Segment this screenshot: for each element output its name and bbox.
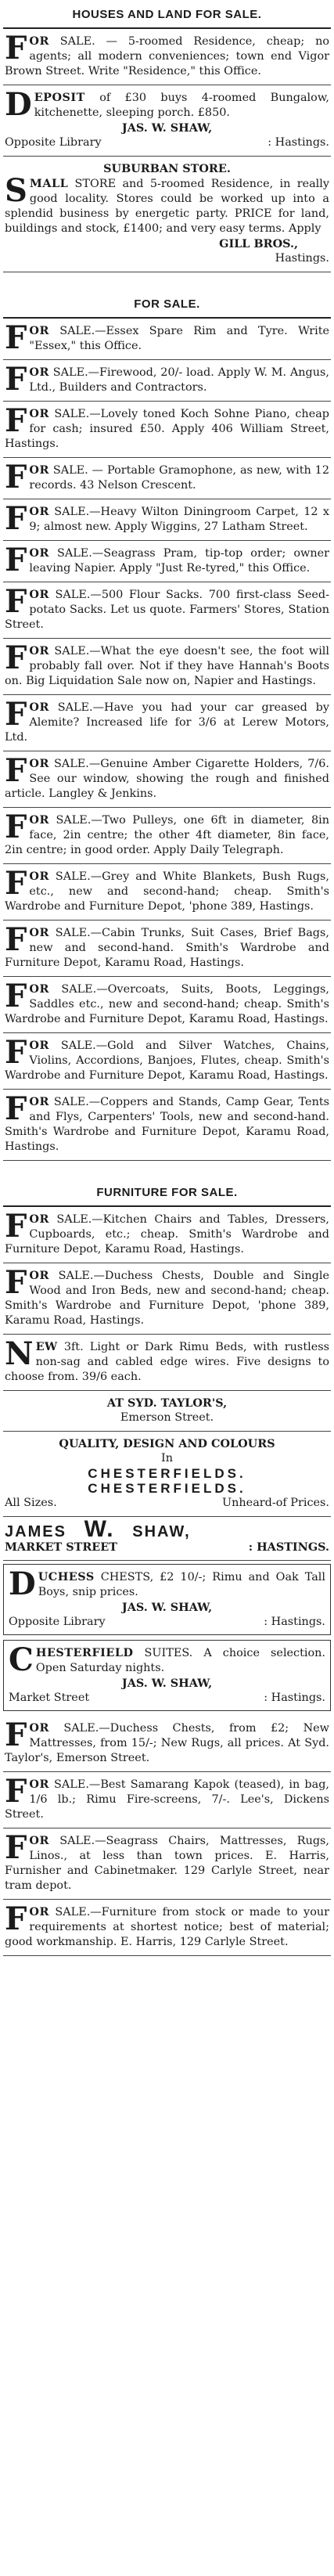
address-right: : Hastings. (268, 136, 329, 149)
ad-first-word: OR (29, 1269, 49, 1282)
ad-first-word: UCHESS (38, 1570, 95, 1583)
ad-first-word: OR (29, 1095, 49, 1108)
ad-text: 3ft. Light or Dark Rimu Beds, with rustless non-sag and cabled edge wires. Five designs to choose from. 39/6 each. (5, 1341, 329, 1383)
ad-text: SALE.—Furniture from stock or made to your requirements at shortest notice; best of material; good workmanship. E. Harris, 129 Carlyle Street. (5, 1906, 329, 1948)
classified-ad (3, 1900, 331, 1956)
advertiser-address (9, 1691, 325, 1706)
duchess-chests-box-ad (3, 1564, 331, 1635)
ad-text: SUITES. A choice selection. Open Saturday nights. (35, 1647, 326, 1674)
address-left: Market Street (9, 1692, 90, 1704)
drop-cap: N (5, 1335, 34, 1372)
drop-cap: F (5, 1717, 27, 1753)
ad-first-word: OR (29, 324, 49, 337)
ad-text: of £30 buys 4-roomed Bungalow, kitchenette, sleeping porch. £850. (34, 92, 330, 119)
advertiser-name: JAS. W. SHAW, (121, 121, 213, 135)
classified-ad (3, 1716, 331, 1772)
advertiser-name: JAS. W. SHAW, (121, 1601, 213, 1614)
chesterfield-suites-box-ad (3, 1640, 331, 1711)
ad-text: SALE.—Overcoats, Suits, Boots, Leggings, Saddles etc., new and second-hand; cheap. Smith's Wardrobe and Furniture Depot, Karamu Road, Hastings. (5, 983, 329, 1025)
suburban-store-ad (3, 157, 331, 272)
drop-cap: F (5, 459, 27, 495)
ad-first-word: OR (29, 870, 49, 883)
ad-first-word: OR (29, 463, 49, 477)
classified-ad (3, 695, 331, 751)
drop-cap: F (5, 978, 27, 1014)
ad-first-word: EPOSIT (34, 91, 85, 104)
address-left: Opposite Library (5, 136, 102, 149)
ad-first-word: OR (29, 701, 49, 714)
classified-ad (3, 808, 331, 864)
ad-text: SALE. — 5-roomed Residence, cheap; no agents; all modern conveniences; town end Vigor Brown Street. Write "Residence," this Office. (5, 35, 329, 77)
ad-text: CHESTS, £2 10/-; Rimu and Oak Tall Boys, snip prices. (38, 1571, 325, 1598)
ad-text: SALE.—Duchess Chests, Double and Single Wood and Iron Beds, new and second-hand; cheap. Smith's Wardrobe and Furniture Depot, 'phone 389, Karamu Road, Hastings. (5, 1270, 330, 1327)
drop-cap: F (5, 865, 27, 902)
ad-heading: QUALITY, DESIGN AND COLOURS (59, 1437, 275, 1450)
ad-text: SALE.—Have you had your car greased by Alemite? Increased life for 3/6 at Lerew Motors, Ltd. (5, 701, 329, 744)
advertiser-town: Hastings. (275, 252, 329, 265)
ad-text: SALE.—Duchess Chests, from £2; New Mattresses, from 15/-; New Rugs, all prices. At Syd. Taylor's, Emerson Street. (5, 1722, 329, 1764)
ad-text: SALE.—Cabin Trunks, Suit Cases, Brief Bags, new and second-hand. Smith's Wardrobe and Furniture Depot, Karamu Road, Hastings. (5, 927, 329, 969)
drop-cap: F (5, 696, 27, 733)
shaw-town: : HASTINGS. (248, 1540, 329, 1554)
ad-text: SALE.—Essex Spare Rim and Tyre. Write "Essex," this Office. (29, 325, 330, 352)
classified-ad (3, 921, 331, 977)
ad-text: SALE.—Genuine Amber Cigarette Holders, 7/6. See our window, showing the rough and finished article. Langley & Jenkins. (5, 758, 329, 800)
ad-text: SALE.—Lovely toned Koch Sohne Piano, cheap for cash; insured £50. Apply 406 William Street, Hastings. (5, 408, 329, 450)
ad-heading: SUBURBAN STORE. (103, 162, 231, 175)
ad-text: SALE.—Best Samarang Kapok (teased), in bag, 1/6 lb.; Rimu Fire-screens, 7/-. Lee's, Dickens Street. (5, 1778, 330, 1821)
ad-text: SALE.—Two Pulleys, one 6ft in diameter, 8in face, 2in centre; the other 4ft diameter, 8in face, 2in centre; in good order. Apply Daily Telegraph. (5, 814, 330, 856)
ad-first-word: OR (29, 1212, 49, 1226)
drop-cap: F (5, 1829, 27, 1866)
ad-text: SALE.—Coppers and Stands, Camp Gear, Tents and Flys, Carpenters' Tools, new and second-hand. Smith's Wardrobe and Furniture Depot, Karamu Road, Hastings. (5, 1096, 330, 1153)
furniture-list (3, 1207, 331, 1391)
ad-text: SALE.—What the eye doesn't see, the foot will probably fall over. Not if they have Hannah's Boots on. Big Liquidation Sale now on, Napier and Hastings. (5, 645, 330, 687)
ad-first-word: OR (29, 366, 49, 379)
ad-text: SALE.—Grey and White Blankets, Bush Rugs, etc., new and second-hand; cheap. Smith's Wardrobe and Furniture Depot, 'phone 389, Hastings. (5, 870, 329, 913)
classified-ad (3, 85, 331, 157)
advertiser-street: Emerson Street. (120, 1411, 214, 1424)
ad-text: SALE.—500 Flour Sacks. 700 first-class Seed-potato Sacks. Let us quote. Farmers' Stores, Station Street. (5, 589, 329, 631)
apply-label: Apply (288, 222, 321, 235)
classified-ad (3, 541, 331, 582)
drop-cap: F (5, 1773, 27, 1810)
ad-first-word: OR (29, 505, 49, 518)
sizes-right: Unheard-of Prices. (222, 1497, 329, 1509)
drop-cap: F (5, 1208, 27, 1245)
ad-first-word: OR (29, 757, 49, 770)
ad-first-word: EW (35, 1340, 58, 1353)
classified-ad (3, 1090, 331, 1161)
classified-ad (3, 977, 331, 1033)
shaw-street: MARKET STREET (5, 1540, 117, 1554)
ad-first-word: OR (29, 588, 49, 601)
classified-ad (3, 751, 331, 808)
drop-cap: F (5, 542, 27, 578)
ad-first-word: OR (29, 982, 49, 996)
drop-cap: D (5, 86, 32, 123)
ad-first-word: OR (29, 1834, 49, 1847)
classified-ad (3, 1828, 331, 1900)
for-sale-list (3, 319, 331, 1161)
drop-cap: F (5, 1090, 27, 1127)
houses-section-title: HOUSES AND LAND FOR SALE. (72, 8, 262, 21)
classified-ad (3, 1772, 331, 1828)
classified-ad (3, 499, 331, 541)
shaw-last: SHAW, (132, 1523, 191, 1540)
shaw-initial: W. (84, 1516, 115, 1542)
chesterfields-word: CHESTERFIELDS. (88, 1466, 246, 1481)
ad-first-word: OR (29, 644, 49, 658)
classified-ad (3, 639, 331, 695)
sizes-line (5, 1496, 329, 1511)
ad-text: STORE and 5-roomed Residence, in really good locality. Stores could be worked up into a splendid business by energetic party. PRICE for land, buildings and stock, £1400; and very easy terms. (5, 178, 329, 235)
classified-ad (3, 29, 331, 85)
drop-cap: F (5, 402, 27, 439)
ad-first-word: OR (29, 1778, 49, 1791)
ad-text: SALE.—Seagrass Chairs, Mattresses, Rugs, Linos., at less than town prices. E. Harris, Furnisher and Cabinetmaker. 129 Carlyle Street, near tram depot. (5, 1835, 330, 1892)
ad-first-word: OR (29, 34, 49, 48)
drop-cap: F (5, 752, 27, 789)
ad-first-word: OR (29, 546, 49, 560)
classified-ad (3, 864, 331, 921)
chesterfields-word: CHESTERFIELDS. (88, 1481, 246, 1496)
classified-ad (3, 360, 331, 402)
shaw-first: JAMES (5, 1523, 66, 1540)
ad-first-word: OR (29, 1905, 49, 1918)
classified-page (3, 0, 331, 1956)
drop-cap: F (5, 921, 27, 958)
ad-first-word: OR (29, 926, 49, 939)
ad-text: SALE.—Gold and Silver Watches, Chains, Violins, Accordions, Banjoes, Flutes, cheap. Smith's Wardrobe and Furniture Depot, Karamu Road, Hastings. (5, 1039, 330, 1082)
ad-first-word: MALL (29, 177, 69, 190)
advertiser-name: JAS. W. SHAW, (121, 1677, 213, 1690)
drop-cap: F (5, 319, 27, 356)
classified-ad (3, 319, 331, 360)
classified-ad (3, 1207, 331, 1263)
shaw-banner (3, 1517, 331, 1561)
drop-cap: F (5, 361, 27, 398)
ad-text: SALE.—Kitchen Chairs and Tables, Dressers, Cupboards, etc.; cheap. Smith's Wardrobe and Furniture Depot, Karamu Road, Hastings. (5, 1213, 329, 1256)
drop-cap: F (5, 583, 27, 620)
address-right: : Hastings. (264, 1692, 325, 1704)
drop-cap: F (5, 1900, 27, 1937)
for-sale-section-title: FOR SALE. (134, 297, 200, 311)
ad-first-word: HESTERFIELD (35, 1646, 134, 1659)
classified-ad (3, 458, 331, 499)
advertiser-address (5, 135, 329, 150)
ad-text: SALE.—Seagrass Pram, tip-top order; owner leaving Napier. Apply "Just Re-tyred," this Office. (29, 547, 329, 575)
ad-text: SALE.—Firewood, 20/- load. Apply W. M. Angus, Ltd., Builders and Contractors. (29, 366, 329, 394)
drop-cap: S (5, 172, 27, 209)
classified-ad (3, 582, 331, 639)
ad-subheading: In (161, 1452, 173, 1465)
address-right: : Hastings. (264, 1616, 325, 1628)
advertiser-name: AT SYD. TAYLOR'S, (106, 1396, 228, 1410)
ad-first-word: OR (29, 1039, 49, 1052)
ad-text: SALE. — Portable Gramophone, as new, with 12 records. 43 Nelson Crescent. (29, 464, 329, 492)
classified-ad (3, 1033, 331, 1090)
drop-cap: C (9, 1641, 34, 1678)
drop-cap: F (5, 809, 27, 845)
drop-cap: F (5, 1034, 27, 1071)
ad-text: SALE.—Heavy Wilton Diningroom Carpet, 12 x 9; almost new. Apply Wiggins, 27 Latham Street. (29, 506, 329, 533)
advertiser-address (9, 1615, 325, 1630)
drop-cap: F (5, 30, 27, 67)
drop-cap: F (5, 639, 27, 676)
shaw-name (5, 1516, 329, 1542)
ad-first-word: OR (29, 813, 49, 827)
furniture-section-title: FURNITURE FOR SALE. (96, 1186, 238, 1199)
chesterfields-ad (3, 1432, 331, 1517)
drop-cap: D (9, 1565, 36, 1602)
ad-first-word: OR (29, 407, 49, 420)
address-left: Opposite Library (9, 1616, 106, 1628)
drop-cap: F (5, 1264, 27, 1301)
classified-ad (3, 1335, 331, 1391)
advertiser-name: GILL BROS., (219, 237, 298, 250)
classified-ad (3, 1263, 331, 1335)
sizes-left: All Sizes. (5, 1497, 57, 1509)
ad-first-word: OR (29, 1721, 49, 1735)
shaw-address (5, 1540, 329, 1555)
classified-ad (3, 402, 331, 458)
furniture-tail-list (3, 1716, 331, 1956)
drop-cap: F (5, 500, 27, 537)
taylor-ad-footer (3, 1391, 331, 1432)
